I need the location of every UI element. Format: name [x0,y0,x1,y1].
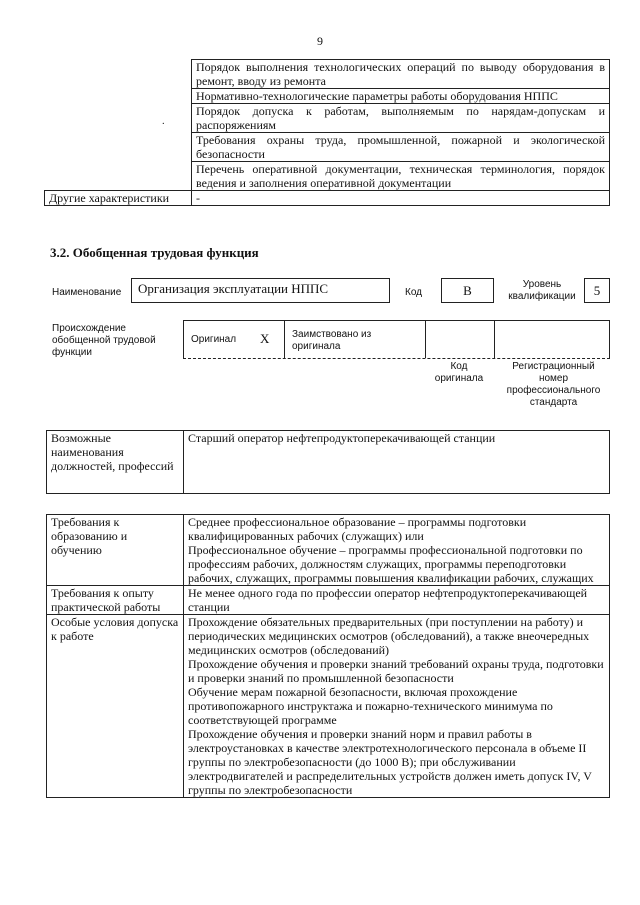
name-label: Наименование [52,287,122,298]
special-conditions-line: Прохождение обязательных предварительных (при поступлении на работу) и периодических медицинских осмотров (обследований), а также внеочередных медицинских осмотров (обследований) [188,615,590,657]
knowledge-item: Требования охраны труда, промышленной, пожарной и экологической безопасности [192,133,610,162]
positions-label: Возможные наименования должностей, профессий [47,431,184,494]
original-mark: X [260,331,270,346]
function-name-box: Организация эксплуатации НППС [131,278,390,303]
level-label: Уровень квалификации [508,279,576,302]
knowledge-label-cell [45,60,192,191]
knowledge-table [44,59,610,206]
special-conditions-line: Прохождение обучения и проверки знаний норм и правил работы в электроустановках в качестве электротехнологического персонала в объеме II группы по электробезопасности (до 1000 В); при обслуживании электродвигателей и распределительных устройств должен иметь допуск IV, V группы по электробезопасности [188,727,592,797]
section-heading: 3.2. Обобщенная трудовая функция [50,245,259,260]
education-line: Среднее профессиональное образование – программы подготовки квалифицированных рабочих (служащих) или [188,515,527,543]
other-characteristics-value: - [192,191,610,206]
other-characteristics-label: Другие характеристики [45,191,192,206]
code-label: Код [405,287,423,298]
positions-value: Старший оператор нефтепродуктоперекачивающей станции [184,431,610,494]
origin-box [183,320,610,359]
origin-label: Происхождение обобщенной трудовой функции [52,323,156,358]
page-number: 9 [317,34,323,48]
original-label: Оригинал [191,334,237,345]
registration-number-caption: Регистрационный номер профессионального стандарта [506,361,601,408]
table-row [47,515,610,586]
table-row [47,615,610,798]
knowledge-item: Нормативно-технологические параметры работы оборудования НППС [192,89,610,104]
education-label: Требования к образованию и обучению [47,515,184,586]
level-box: 5 [584,278,610,303]
knowledge-item: Порядок выполнения технологических операций по выводу оборудования в ремонт, вводу из ремонта [192,60,610,89]
knowledge-item: Порядок допуска к работам, выполняемым по нарядам-допускам и распоряжениям [192,104,610,133]
special-conditions-line: Обучение мерам пожарной безопасности, включая прохождение противопожарного инструктажа и пожарно-технического минимума по соответствующей программе [188,685,553,727]
experience-label: Требования к опыту практической работы [47,586,184,615]
education-line: Профессиональное обучение – программы профессиональной подготовки по профессиям рабочих, должностям служащих, программы переподготовки рабочих, служащих, программы повышения квалификации рабочих, служащих [188,543,594,585]
special-conditions-label: Особые условия допуска к работе [47,615,184,798]
requirements-table [46,514,610,798]
knowledge-item: Перечень оперативной документации, техническая терминология, порядок ведения и заполнения оперативной документации [192,162,610,191]
table-row [47,586,610,615]
code-original-caption: Код оригинала [434,361,484,384]
experience-line: Не менее одного года по профессии оператор нефтепродуктоперекачивающей станции [188,586,588,614]
borrowed-label: Заимствовано из оригинала [292,329,372,352]
code-box: B [441,278,494,303]
bullet-mark: · [161,118,165,130]
special-conditions-line: Прохождение обучения и проверки знаний требований охраны труда, подготовки и проверки знаний по промышленной безопасности [188,657,604,685]
positions-table [46,430,610,494]
